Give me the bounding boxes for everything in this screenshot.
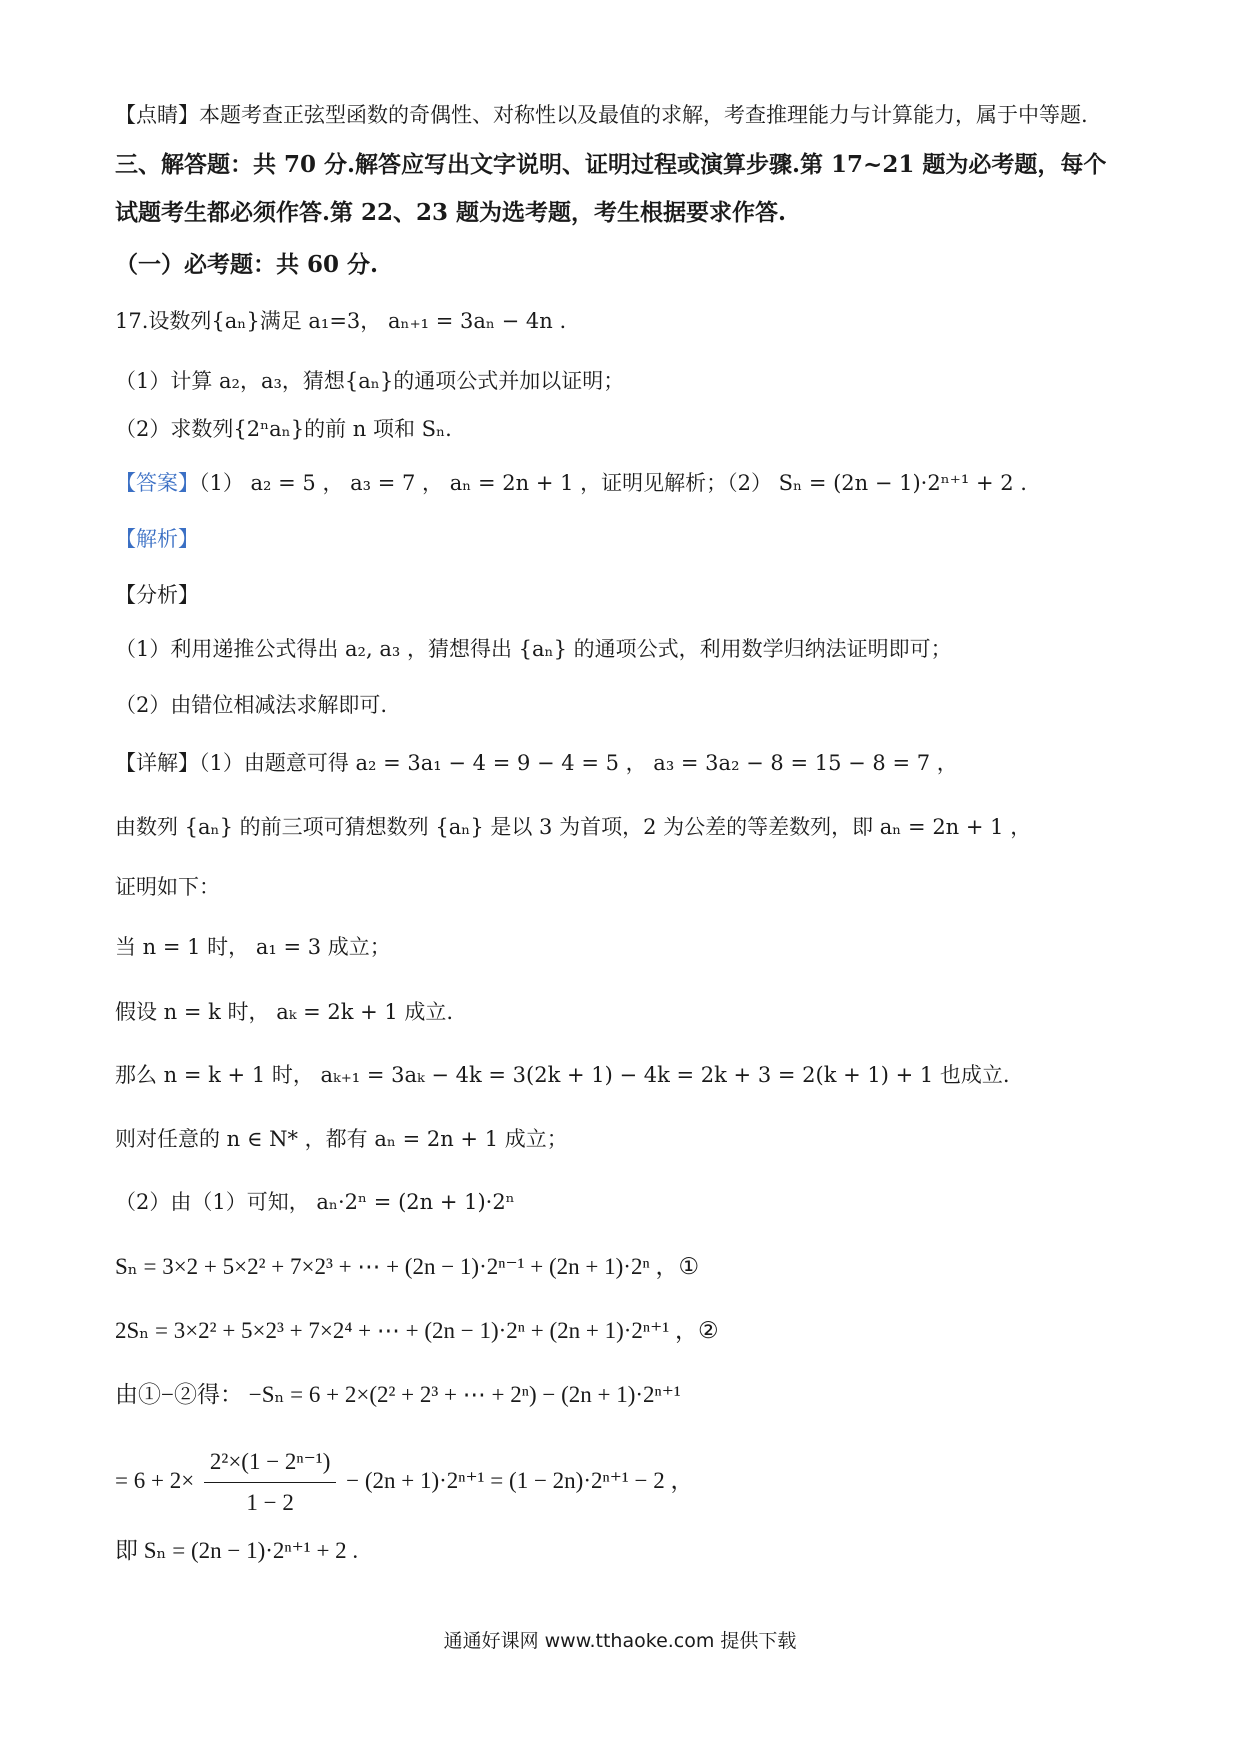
jiexi-tag: 【解析】 [115,527,199,551]
fraction-suffix: − (2n + 1)·2ⁿ⁺¹ = (1 − 2n)·2ⁿ⁺¹ − 2 ， [346,1467,694,1493]
detail-line-10: 2Sₙ = 3×2² + 5×2³ + 7×2⁴ + ⋯ + (2n − 1)·2ⁿ + (2n + 1)·2ⁿ⁺¹ ，② [115,1318,719,1343]
fenxi-tag: 【分析】 [115,583,199,607]
detail-line-6: 那么 n = k + 1 时， aₖ₊₁ = 3aₖ − 4k = 3(2k + 1) − 4k = 2k + 3 = 2(k + 1) + 1 也成立. [115,1063,1010,1087]
answer-line [115,468,1027,498]
dianjing-note: 【点睛】本题考查正弦型函数的奇偶性、对称性以及最值的求解，考查推理能力与计算能力，属于中等题. [115,103,1088,127]
page-footer: 通通好课网 www.tthaoke.com 提供下载 [443,1630,797,1652]
problem-question-1: （1）计算 a₂，a₃，猜想{aₙ}的通项公式并加以证明； [115,369,625,393]
detail-line-9: Sₙ = 3×2 + 5×2² + 7×2³ + ⋯ + (2n − 1)·2ⁿ⁻¹ + (2n + 1)·2ⁿ ，① [115,1254,700,1279]
detail-line-7: 则对任意的 n ∈ N* ，都有 aₙ = 2n + 1 成立； [115,1127,568,1151]
fenxi-line-1: （1）利用递推公式得出 a₂, a₃ ，猜想得出 {aₙ} 的通项公式，利用数学归纳法证明即可； [115,637,952,661]
problem-stem: 17.设数列{aₙ}满足 a₁=3， aₙ₊₁ = 3aₙ − 4n . [115,309,567,333]
fraction-prefix: = 6 + 2× [115,1467,195,1493]
detail-line-2: 由数列 {aₙ} 的前三项可猜想数列 {aₙ} 是以 3 为首项，2 为公差的等差数列，即 aₙ = 2n + 1 ， [115,815,1032,839]
detail-line-13: 即 Sₙ = (2n − 1)·2ⁿ⁺¹ + 2 . [115,1538,359,1563]
answer-tag: 【答案】 [115,471,199,495]
fraction [204,1444,336,1521]
detail-line-8: （2）由（1）可知， aₙ·2ⁿ = (2n + 1)·2ⁿ [115,1190,515,1214]
answer-text: （1） a₂ = 5 ， a₃ = 7 ， aₙ = 2n + 1 ，证明见解析；（2） Sₙ = (2n − 1)·2ⁿ⁺¹ + 2 . [199,471,1027,495]
problem-question-2: （2）求数列{2ⁿaₙ}的前 n 项和 Sₙ. [115,417,452,441]
detail-line-4: 当 n = 1 时， a₁ = 3 成立； [115,935,391,959]
detail-line-3: 证明如下： [115,875,220,899]
section-heading-line-1: 三、解答题：共 70 分.解答应写出文字说明、证明过程或演算步骤.第 17~21 题为必考题，每个 [115,151,1107,178]
detail-line-1: 【详解】（1）由题意可得 a₂ = 3a₁ − 4 = 9 − 4 = 5 ， a₃ = 3a₂ − 8 = 15 − 8 = 7 ， [115,751,958,775]
detail-line-12 [115,1444,693,1521]
section-heading-line-2: 试题考生都必须作答.第 22、23 题为选考题，考生根据要求作答. [115,199,787,226]
fenxi-line-2: （2）由错位相减法求解即可. [115,693,388,717]
detail-line-5: 假设 n = k 时， aₖ = 2k + 1 成立. [115,1000,454,1024]
fraction-denominator: 1 − 2 [246,1490,294,1515]
sub-heading: （一）必考题：共 60 分. [115,251,379,278]
fraction-numerator: 2²×(1 − 2ⁿ⁻¹) [204,1444,336,1483]
detail-line-11: 由①−②得： −Sₙ = 6 + 2×(2² + 2³ + ⋯ + 2ⁿ) − (2n + 1)·2ⁿ⁺¹ [115,1382,681,1407]
